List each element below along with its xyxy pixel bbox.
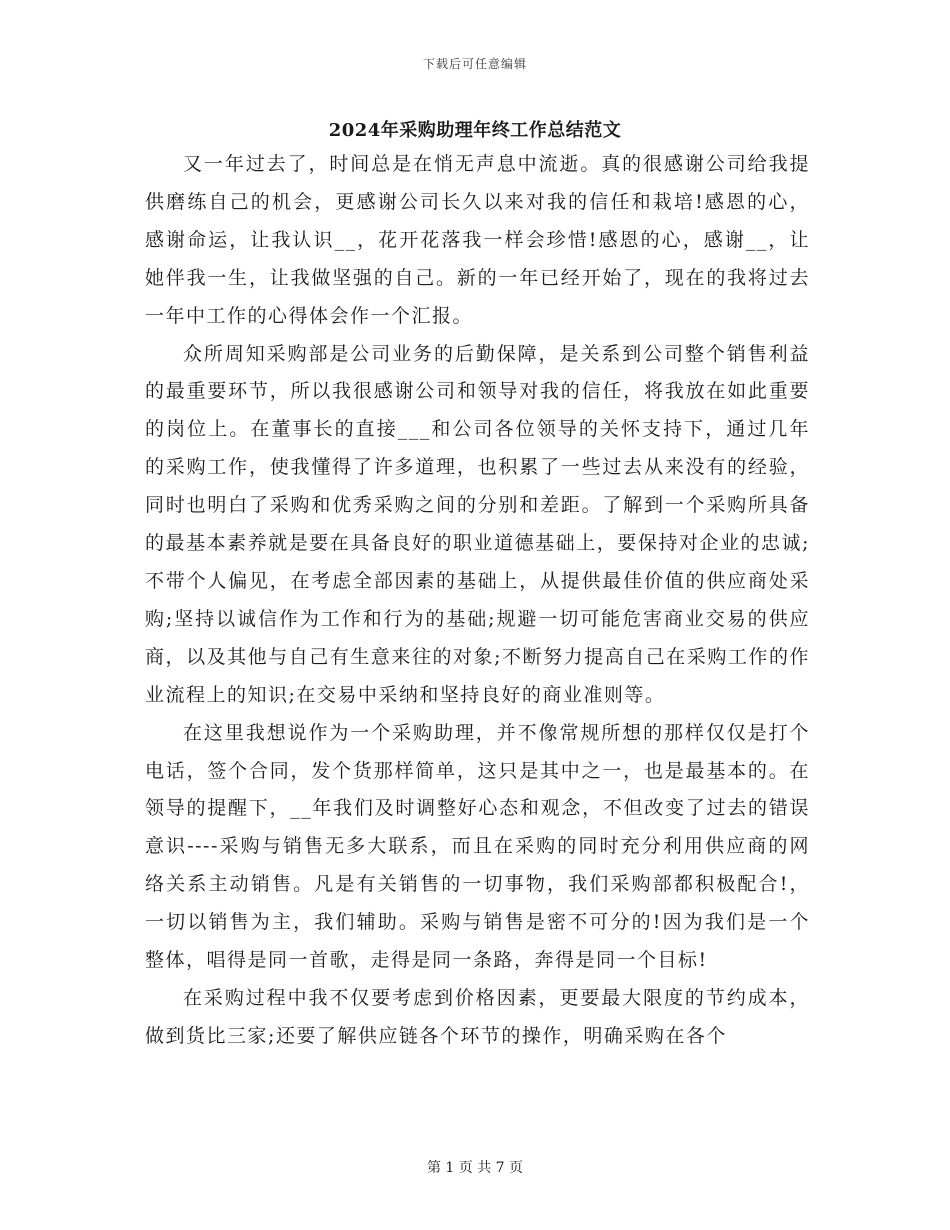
- paragraph-1: 又一年过去了，时间总是在悄无声息中流逝。真的很感谢公司给我提供磨练自己的机会，更感谢公司长久以来对我的信任和栽培!感恩的心，感谢命运，让我认识__，花开花落我一样会珍惜!感恩的心，感谢__，让她伴我一生，让我做坚强的自己。新的一年已经开始了，现在的我将过去一年中工作的心得体会作一个汇报。: [145, 153, 810, 327]
- document-body: [145, 146, 810, 1056]
- header-note: 下载后可任意编辑: [422, 57, 527, 71]
- paragraph-2: 众所周知采购部是公司业务的后勤保障，是关系到公司整个销售利益的最重要环节，所以我很感谢公司和领导对我的信任，将我放在如此重要的岗位上。在董事长的直接___和公司各位领导的关怀支持下，通过几年的采购工作，使我懂得了许多道理，也积累了一些过去从来没有的经验，同时也明白了采购和优秀采购之间的分别和差距。了解到一个采购所具备的最基本素养就是要在具备良好的职业道德基础上，要保持对企业的忠诚;不带个人偏见，在考虑全部因素的基础上，从提供最佳价值的供应商处采购;坚持以诚信作为工作和行为的基础;规避一切可能危害商业交易的供应商，以及其他与自己有生意来往的对象;不断努力提高自己在采购工作的作业流程上的知识;在交易中采纳和坚持良好的商业准则等。: [145, 342, 810, 706]
- page-number: 第 1 页 共 7 页: [426, 1160, 524, 1176]
- paragraph-4: 在采购过程中我不仅要考虑到价格因素，更要最大限度的节约成本，做到货比三家;还要了解供应链各个环节的操作，明确采购在各个: [145, 986, 810, 1047]
- document-title: 2024年采购助理年终工作总结范文: [328, 120, 622, 141]
- paragraph-3: 在这里我想说作为一个采购助理，并不像常规所想的那样仅仅是打个电话，签个合同，发个货那样简单，这只是其中之一，也是最基本的。在领导的提醒下，__年我们及时调整好心态和观念，不但改变了过去的错误意识----采购与销售无多大联系，而且在采购的同时充分利用供应商的网络关系主动销售。凡是有关销售的一切事物，我们采购部都积极配合!，一切以销售为主，我们辅助。采购与销售是密不可分的!因为我们是一个整体，唱得是同一首歌，走得是同一条路，奔得是同一个目标!: [145, 721, 810, 972]
